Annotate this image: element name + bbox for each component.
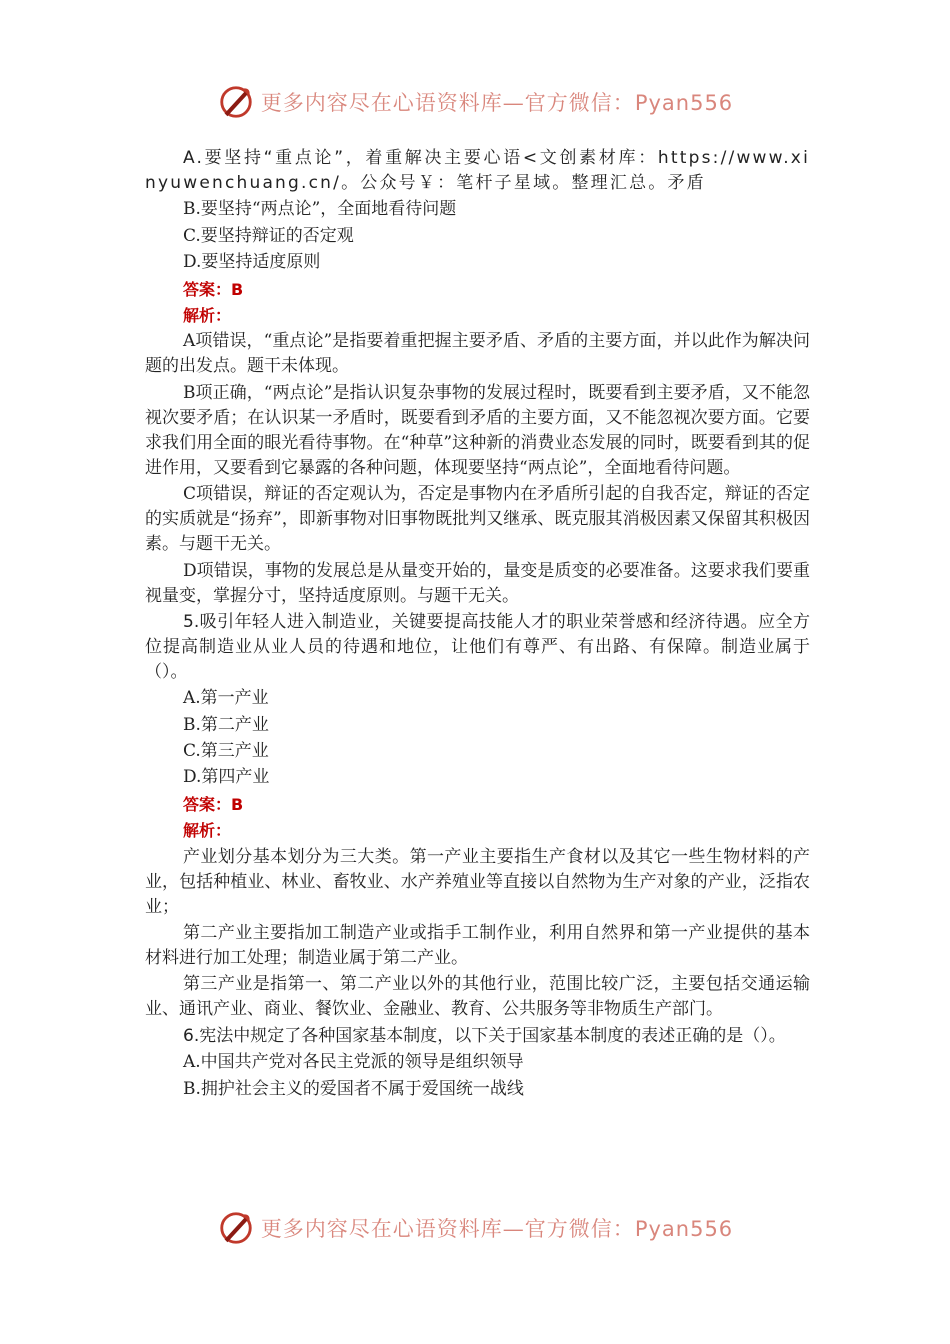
q4-option-d: D.要坚持适度原则 bbox=[183, 252, 321, 273]
q4-analysis-paragraph: A项错误，“重点论”是指要着重把握主要矛盾、矛盾的主要方面，并以此作为解决问题的出发点。题干未体现。 bbox=[145, 331, 810, 377]
q5-option-a: A.第一产业 bbox=[183, 688, 269, 709]
q5-number: 5. bbox=[183, 611, 200, 632]
q5-option-b: B.第二产业 bbox=[183, 714, 269, 735]
q5-stem bbox=[145, 610, 810, 685]
q4-analysis-paragraph: B项正确，“两点论”是指认识复杂事物的发展过程时，既要看到主要矛盾，又不能忽视次要矛盾；在认识某一矛盾时，既要看到矛盾的主要方面，又不能忽视次要方面。它要求我们用全面的眼光看待事物。在“种草”这种新的消费业态发展的同时，既要看到其的促进作用，又要看到它暴露的各种问题，体现要坚持“两点论”，全面地看待问题。 bbox=[145, 382, 810, 478]
q6-number: 6. bbox=[183, 1025, 200, 1046]
q5-answer: 答案：B bbox=[183, 794, 244, 814]
q5-option-d: D.第四产业 bbox=[183, 767, 270, 788]
header-banner bbox=[0, 82, 950, 122]
q5-analysis-paragraph: 第二产业主要指加工制造产业或指手工制作业，利用自然界和第一产业提供的基本材料进行加工处理；制造业属于第二产业。 bbox=[145, 923, 810, 969]
quill-logo-icon bbox=[217, 1209, 255, 1247]
q5-analysis-label: 解析： bbox=[183, 821, 232, 841]
footer-banner bbox=[0, 1208, 950, 1248]
document-body bbox=[145, 146, 810, 1103]
q6-stem bbox=[145, 1024, 810, 1049]
q4-option-b: B.要坚持“两点论”，全面地看待问题 bbox=[183, 199, 457, 220]
q4-analysis-label: 解析： bbox=[183, 305, 232, 325]
q5-option-c: C.第三产业 bbox=[183, 741, 269, 762]
q5-analysis-paragraph: 第三产业是指第一、第二产业以外的其他行业，范围比较广泛，主要包括交通运输业、通讯产业、商业、餐饮业、金融业、教育、公共服务等非物质生产部门。 bbox=[145, 974, 810, 1020]
q5-stem-text: 吸引年轻人进入制造业，关键要提高技能人才的职业荣誉感和经济待遇。应全方位提高制造业从业人员的待遇和地位，让他们有尊严、有出路、有保障。制造业属于（）。 bbox=[145, 611, 810, 682]
q4-analysis-paragraph: D项错误，事物的发展总是从量变开始的，量变是质变的必要准备。这要求我们要重视量变，掌握分寸，坚持适度原则。与题干无关。 bbox=[145, 560, 810, 606]
q6-stem-text: 宪法中规定了各种国家基本制度，以下关于国家基本制度的表述正确的是（）。 bbox=[199, 1025, 786, 1046]
q6-option-b: B.拥护社会主义的爱国者不属于爱国统一战线 bbox=[183, 1078, 524, 1099]
footer-wechat-id: Pyan556 bbox=[634, 1217, 734, 1241]
header-text: 更多内容尽在心语资料库—官方微信：Pyan556 bbox=[260, 91, 734, 115]
q6-option-a: A.中国共产党对各民主党派的领导是组织领导 bbox=[183, 1052, 524, 1073]
q4-option-c: C.要坚持辩证的否定观 bbox=[183, 225, 354, 246]
header-wechat-id: Pyan556 bbox=[634, 91, 734, 115]
q4-answer: 答案：B bbox=[183, 279, 244, 299]
quill-logo-icon bbox=[217, 83, 255, 121]
q4-analysis-paragraph: C项错误，辩证的否定观认为，否定是事物内在矛盾所引起的自我否定，辩证的否定的实质就是“扬弃”，即新事物对旧事物既批判又继承、既克服其消极因素又保留其积极因素。与题干无关。 bbox=[145, 484, 810, 555]
q5-analysis-paragraph: 产业划分基本划分为三大类。第一产业主要指生产食材以及其它一些生物材料的产业，包括种植业、林业、畜牧业、水产养殖业等直接以自然物为生产对象的产业，泛指农业； bbox=[145, 846, 810, 917]
footer-text: 更多内容尽在心语资料库—官方微信：Pyan556 bbox=[260, 1217, 734, 1241]
q4-option-a: A.要坚持“重点论”，着重解决主要心语<文创素材库：https://www.xinyuwenchuang.cn/。公众号￥：笔杆子星域。整理汇总。矛盾 bbox=[145, 148, 810, 193]
